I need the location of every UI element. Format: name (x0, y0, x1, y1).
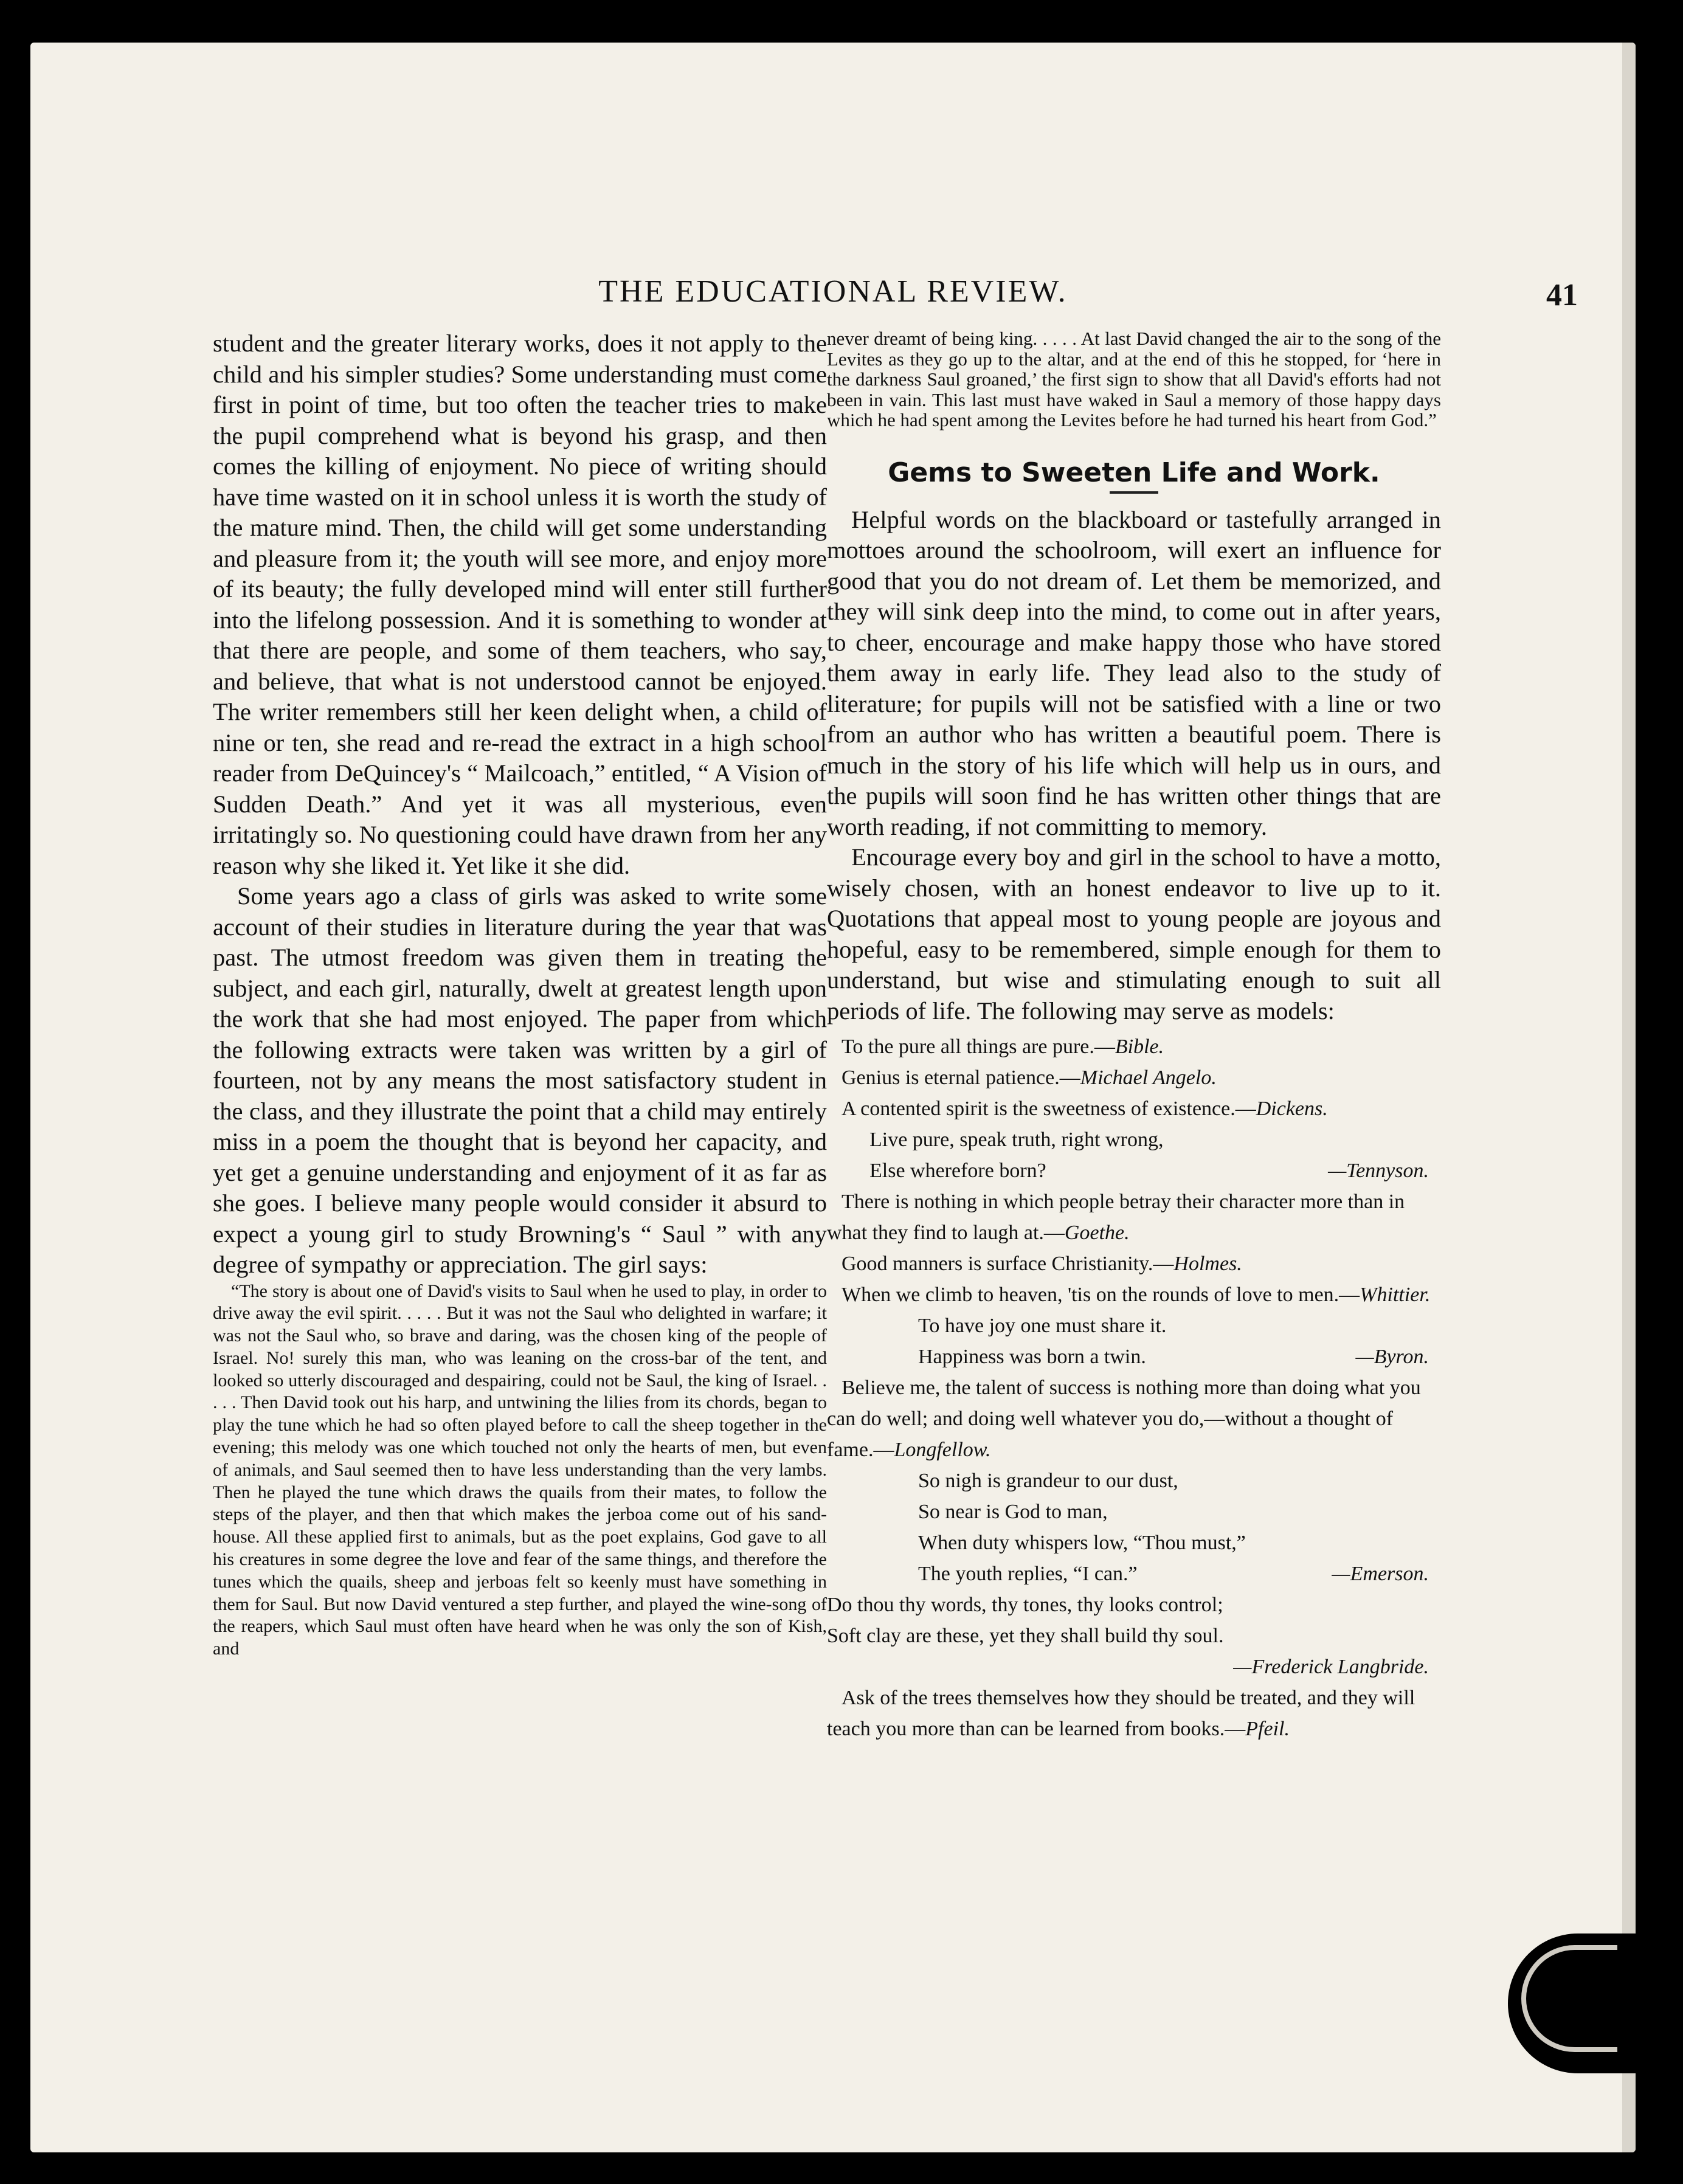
gem-item: Genius is eternal patience.—Michael Angelo. (842, 1066, 1217, 1090)
gem-item: Good manners is surface Christianity.—Holmes. (842, 1253, 1242, 1276)
section-heading: Gems to Sweeten Life and Work. (888, 457, 1380, 488)
gem-verse: So nigh is grandeur to our dust, So near is God to man, When duty whispers low, “Thou must,” The youth replies, “I can.” —Emerson. (827, 1465, 1441, 1589)
right-column (827, 328, 1441, 1744)
heading-rule (1110, 491, 1158, 494)
gem-item: To the pure all things are pure.—Bible. (842, 1035, 1164, 1059)
gem-attribution: Pfeil. (1245, 1718, 1290, 1741)
page-number: 41 (1546, 278, 1578, 313)
left-column (213, 328, 827, 1660)
paragraph-2: Some years ago a class of girls was asked to write some account of their studies in literature during the year that was past. The utmost freedom was given them in treating the subject, and each girl, naturally, dwelt at greatest length upon the work that she had most enjoyed. The paper from which the following extracts were taken was written by a girl of fourteen, not by any means the most satisfactory student in the class, and they illustrate the point that a child may entirely miss in a poem the thought that is beyond her capacity, and yet get a genuine understanding and enjoyment of it as far as she goes. I believe many people would consider it absurd to expect a young girl to study Browning's “ Saul ” with any degree of sympathy or appreciation. The girl says: (213, 882, 827, 1278)
gem-attribution: —Emerson. (1332, 1563, 1429, 1586)
running-title: THE EDUCATIONAL REVIEW. (598, 274, 1068, 309)
gem-verse: To have joy one must share it. Happiness was born a twin. —Byron. (827, 1310, 1441, 1372)
gem-item: A contented spirit is the sweetness of existence.—Dickens. (842, 1097, 1328, 1121)
page-edge-shadow (1622, 43, 1636, 2152)
gem-attribution: Bible. (1115, 1035, 1164, 1059)
gems-paragraph-2: Encourage every boy and girl in the school to have a motto, wisely chosen, with an honest endeavor to live up to it. Quotations that appeal most to young people are joyous and hopeful, easy to be remembered, simple enough for them to understand, but wise and stimulating enough to suit all periods of life. The following may serve as models: (827, 843, 1441, 1025)
gem-attribution: Michael Angelo. (1080, 1066, 1217, 1090)
gem-attribution: —Frederick Langbride. (1233, 1656, 1429, 1679)
gems-list (827, 1031, 1441, 1744)
gem-verse: Live pure, speak truth, right wrong, Else wherefore born? —Tennyson. (827, 1124, 1441, 1186)
gem-attribution: Goethe. (1064, 1222, 1130, 1245)
gem-attribution: —Tennyson. (1328, 1159, 1429, 1183)
gem-verse: Do thou thy words, thy tones, thy looks control; Soft clay are these, yet they shall build thy soul. —Frederick Langbride. (827, 1594, 1429, 1679)
gem-attribution: Holmes. (1173, 1253, 1242, 1276)
gem-item: There is nothing in which people betray their character more than in what they find to laugh at.—Goethe. (827, 1190, 1405, 1245)
scanned-page (30, 43, 1636, 2152)
page-header (30, 274, 1636, 328)
paragraph-1: student and the greater literary works, does it not apply to the child and his simpler studies? Some understanding must come first in point of time, but too often the teacher tries to make the pupil comprehend what is beyond his grasp, and then comes the killing of enjoyment. No piece of writing should have time wasted on it in school unless it is worth the study of the mature mind. Then, the child will get some understanding and pleasure from it; the youth will see more, and enjoy more of its beauty; the fully developed mind will enter still further into the lifelong possession. And it is something to wonder at that there are people, and some of them teachers, who say, and believe, that what is not understood cannot be enjoyed. The writer remembers still her keen delight when, a child of nine or ten, she read and re-read the extract in a high school reader from DeQuincey's “ Mailcoach,” entitled, “ A Vision of Sudden Death.” And yet it was all mysterious, even irritatingly so. No questioning could have drawn from her any reason why she liked it. Yet like it she did. (213, 330, 827, 879)
gem-attribution: —Byron. (1355, 1346, 1429, 1369)
gem-item: Ask of the trees themselves how they should be treated, and they will teach you more than can be learned from books.—Pfeil. (827, 1687, 1415, 1741)
gems-paragraph-1: Helpful words on the blackboard or tastefully arranged in mottoes around the schoolroom, will exert an influence for good that you do not dream of. Let them be memorized, and they will sink deep into the mind, to come out in after years, to cheer, encourage and make happy those who have stored them away in early life. They lead also to the study of literature; for pupils will not be satisfied with a line or two from an author who has written a beautiful poem. There is much in the story of his life which will help us in ours, and the pupils will soon find he has written other things that are worth reading, if not committing to memory. (827, 505, 1441, 840)
gem-attribution: Longfellow. (894, 1439, 991, 1462)
student-quote: “The story is about one of David's visits to Saul when he used to play, in order to drive away the evil spirit. . . . . But it was not the Saul who delighted in warfare; it was not the Saul who, so brave and daring, was the chosen king of the people of Israel. No! surely this man, who was leaning on the cross-bar of the tent, and looked so utterly discouraged and despairing, could not be Saul, the king of Israel. . . . . Then David took out his harp, and untwining the lilies from its chords, began to play the tune which he had so often played before to call the sheep together in the evening; this melody was one which touched not only the hearts of men, but even of animals, and Saul seemed then to have less understanding than the very lambs. Then he played the tune which draws the quails from their mates, to follow the steps of the player, and then that which makes the jerboa come out of his sand-house. All these applied first to animals, but as the poet explains, God gave to all his creatures in some degree the love and fear of the same things, and therefore the tunes which the quails, sheep and jerboas felt so keenly must have something in them for Saul. But now David ventured a step further, and played the wine-song of the reapers, which Saul must often have heard when he was only the son of Kish, and (213, 1280, 827, 1659)
student-quote-continued: never dreamt of being king. . . . . At last David changed the air to the song of the Levites as they go up to the altar, and at the end of this he stopped, for ‘here in the darkness Saul groaned,’ the first sign to show that all David's efforts had not been in vain. This last must have waked in Saul a memory of those happy days which he had spent among the Levites before he had turned his heart from God.” (827, 328, 1441, 431)
gem-item: Believe me, the talent of success is nothing more than doing what you can do well; and doing well whatever you do,—without a thought of fame.—Longfellow. (827, 1377, 1421, 1462)
gem-item: When we climb to heaven, 'tis on the rounds of love to men.—Whittier. (842, 1284, 1431, 1307)
gem-attribution: Whittier. (1360, 1284, 1431, 1307)
gem-attribution: Dickens. (1256, 1097, 1328, 1121)
